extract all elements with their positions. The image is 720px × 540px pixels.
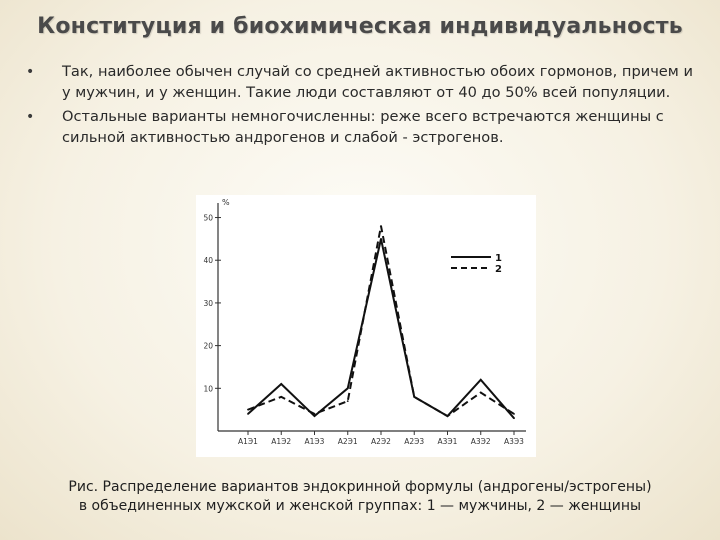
x-tick-label: A2Э3 [404,437,425,446]
series-1-point [314,415,316,417]
legend-label: 1 [495,253,502,264]
series-line-1 [248,239,514,418]
y-tick-label: 30 [203,298,213,308]
x-tick-label: A3Э2 [470,437,491,446]
series-2-point [413,396,415,398]
series-2-point [513,413,515,415]
series-2-point [314,413,316,415]
series-1-point [480,379,482,381]
series-2-point [347,400,349,402]
y-tick-label: 20 [203,341,213,351]
series-2-point [447,415,449,417]
y-tick-label: 40 [203,256,213,266]
chart-svg [196,195,536,457]
series-2-point [247,409,249,411]
slide-title: Конституция и биохимическая индивидуальность [37,14,683,39]
bullet-marker: • [26,109,35,125]
x-tick-label: A1Э1 [238,437,258,446]
caption-line: в объединенных мужской и женской группах: 1 — мужчины, 2 — женщины [78,498,642,514]
series-1-point [380,238,382,240]
series-1-point [347,387,349,389]
series-2-point [480,392,482,394]
series-1-point [247,413,249,415]
legend-label: 2 [495,264,502,275]
chart [196,195,536,457]
x-tick-label: A3Э1 [437,437,458,446]
x-tick-label: A1Э2 [271,437,292,446]
y-tick-label: 10 [203,384,213,394]
bullet-item [26,107,696,148]
series-1-point [280,383,282,385]
x-tick-label: A2Э2 [371,437,391,446]
bullet-text: Остальные варианты немногочисленны: реже всего встречаются женщины с сильной активностью андрогенов и слабой - эстрогенов. [62,108,664,146]
x-tick-label: A3Э3 [504,437,524,446]
bullet-list [26,62,696,152]
x-tick-label: A2Э1 [337,437,358,446]
series-1-point [513,417,515,419]
bullet-marker: • [26,64,35,80]
bullet-item [26,62,696,103]
figure-caption [30,478,690,516]
x-tick-label: A1Э3 [304,437,325,446]
y-axis-unit: % [222,198,230,207]
series-2-point [280,396,282,398]
series-2-point [380,225,382,227]
y-tick-label: 50 [203,213,213,223]
caption-line: Рис. Распределение вариантов эндокринной формулы (андрогены/эстрогены) [68,479,652,495]
bullet-text: Так, наиболее обычен случай со средней активностью обоих гормонов, причем и у мужчин, и у женщин. Такие люди составляют от 40 до 50% всей популяции. [62,63,693,101]
